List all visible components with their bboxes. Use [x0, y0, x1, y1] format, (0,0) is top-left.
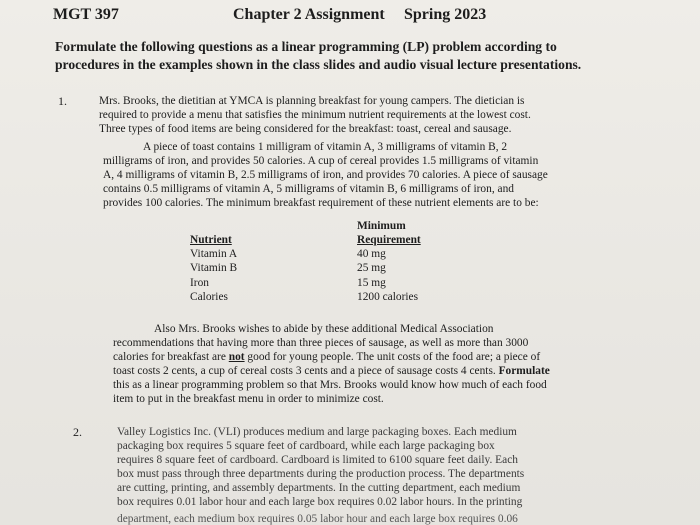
table-header-requirement: Requirement [357, 234, 421, 246]
closing-4-a: toast costs 2 cents, a cup of cereal costs 3 cents and a piece of sausage costs 4 cents. [113, 365, 499, 377]
term-label: Spring 2023 [404, 6, 487, 23]
problem-2-line-5: are cutting, printing, and assembly departments. In the cutting department, each medium [117, 482, 521, 494]
problem-1-intro-3: Three types of food items are being considered for the breakfast: toast, cereal and sausage. [99, 123, 512, 135]
problem-2-line-2: packaging box requires 5 square feet of cardboard, while each large packaging box [117, 440, 495, 452]
closing-3-c: good for young people. The unit costs of the food are; a piece of [244, 351, 541, 363]
problem-1-closing-4 [113, 365, 550, 378]
problem-2-number: 2. [73, 425, 82, 439]
problem-1-detail-1: A piece of toast contains 1 milligram of vitamin A, 3 milligrams of vitamin B, 2 [143, 141, 508, 153]
closing-3-a: calories for breakfast are [113, 351, 229, 363]
assignment-title: Chapter 2 Assignment [233, 6, 385, 23]
problem-1-number: 1. [58, 94, 67, 108]
table-header-minimum: Minimum [357, 220, 406, 232]
table-row-nutrient: Iron [190, 277, 209, 289]
table-row-nutrient: Vitamin A [190, 248, 238, 260]
problem-1-detail-2: milligrams of iron, and provides 50 calories. A cup of cereal provides 1.5 milligrams of vitamin [103, 155, 539, 167]
problem-2-line-1: Valley Logistics Inc. (VLI) produces medium and large packaging boxes. Each medium [117, 426, 517, 438]
closing-5-a: this as a linear programming problem so that Mrs. Brooks would know how much of each food [113, 379, 547, 391]
problem-1-closing-6: item to put in the breakfast menu in order to minimize cost. [113, 393, 384, 405]
problem-2-line-4: box must pass through three departments during the production process. The departments [117, 468, 525, 480]
problem-1-closing-5 [113, 379, 547, 392]
instructions-line-2: procedures in the examples shown in the class slides and audio visual lecture presentations. [55, 57, 582, 72]
instructions-line-1: Formulate the following questions as a linear programming (LP) problem according to [55, 39, 557, 54]
problem-1-closing-2: recommendations that having more than three pieces of sausage, as well as more than 3000 [113, 337, 529, 349]
problem-2-line-6: box requires 0.01 labor hour and each large box requires 0.02 labor hours. In the printing [117, 496, 523, 508]
problem-1-detail-5: provides 100 calories. The minimum breakfast requirement of these nutrient elements are to be: [103, 197, 539, 209]
problem-1-detail-3: A, 4 milligrams of vitamin B, 2.5 milligrams of iron, and provides 70 calories. A piece of sausage [103, 169, 548, 181]
problem-1-closing-1: Also Mrs. Brooks wishes to abide by these additional Medical Association [154, 323, 494, 335]
table-row-requirement: 15 mg [357, 277, 386, 289]
course-code: MGT 397 [53, 6, 119, 23]
table-row-requirement: 1200 calories [357, 291, 419, 303]
problem-2-line-3: requires 8 square feet of cardboard. Cardboard is limited to 6100 square feet daily. Each [117, 454, 518, 466]
problem-1-closing-3 [113, 351, 540, 364]
table-header-nutrient: Nutrient [190, 234, 232, 246]
table-row-nutrient: Calories [190, 291, 228, 303]
problem-1-detail-4: contains 0.5 milligrams of vitamin A, 5 milligrams of vitamin B, 6 milligrams of iron, and [103, 183, 514, 195]
problem-1-intro-2: required to provide a menu that satisfies the minimum nutrient requirements at the lowest cost. [99, 109, 531, 121]
problem-1-intro-1: Mrs. Brooks, the dietitian at YMCA is planning breakfast for young campers. The dietician is [99, 95, 525, 107]
emphasis-not: not [228, 351, 245, 363]
emphasis-formulate: Formulate [498, 365, 550, 377]
problem-2-line-7-cutoff: department, each medium box requires 0.05 labor hour and each large box requires 0.06 [117, 513, 518, 525]
table-row-requirement: 25 mg [357, 262, 386, 274]
table-row-requirement: 40 mg [357, 248, 386, 260]
table-row-nutrient: Vitamin B [190, 262, 238, 274]
